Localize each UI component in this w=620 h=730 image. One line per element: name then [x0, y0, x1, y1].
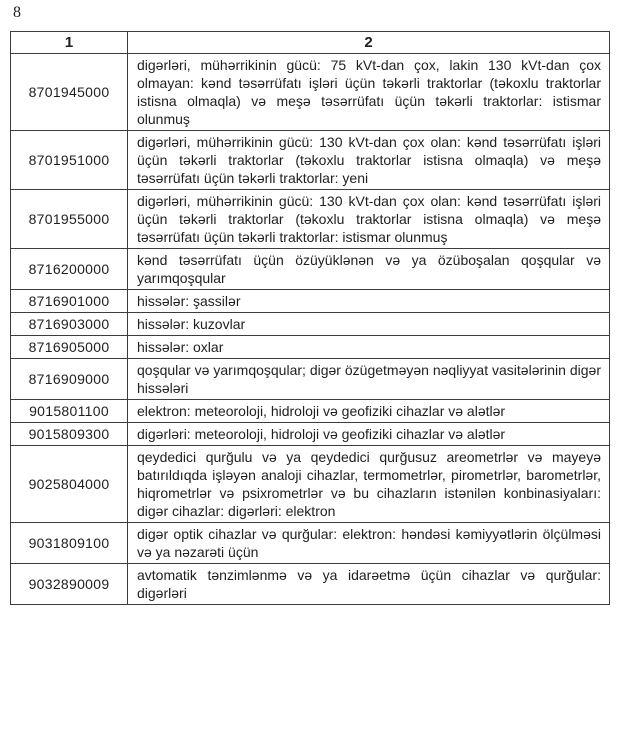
- table-row: [11, 131, 610, 190]
- description-cell: kənd təsərrüfatı üçün özüyüklənən və ya özüboşalan qoşqular və yarımqoşqular: [128, 249, 610, 290]
- code-cell: 8716901000: [11, 290, 128, 313]
- table-row: [11, 336, 610, 359]
- code-cell: 9015809300: [11, 423, 128, 446]
- code-cell: 8701945000: [11, 54, 128, 131]
- description-cell: hissələr: şassilər: [128, 290, 610, 313]
- description-cell: hissələr: kuzovlar: [128, 313, 610, 336]
- code-cell: 8701951000: [11, 131, 128, 190]
- table-row: [11, 249, 610, 290]
- description-cell: elektron: meteoroloji, hidroloji və geofiziki cihazlar və alətlər: [128, 400, 610, 423]
- description-cell: hissələr: oxlar: [128, 336, 610, 359]
- column-header-code: 1: [11, 32, 128, 54]
- table-body: [11, 54, 610, 605]
- table-row: [11, 446, 610, 523]
- description-cell: avtomatik tənzimlənmə və ya idarəetmə üçün cihazlar və qurğular: digərləri: [128, 564, 610, 605]
- table-row: [11, 523, 610, 564]
- table-row: [11, 290, 610, 313]
- code-cell: 8716905000: [11, 336, 128, 359]
- table-row: [11, 400, 610, 423]
- code-cell: 8701955000: [11, 190, 128, 249]
- code-cell: 9032890009: [11, 564, 128, 605]
- table-row: [11, 564, 610, 605]
- tariff-code-table: [10, 31, 610, 605]
- description-cell: digərləri: meteoroloji, hidroloji və geofiziki cihazlar və alətlər: [128, 423, 610, 446]
- code-cell: 8716903000: [11, 313, 128, 336]
- description-cell: qeydedici qurğulu və ya qeydedici qurğusuz areometrlər və mayeyə batırıldıqda işləyən analoji cihazlar, termometrlər, pirometrlər, barometrlər, hiqrometrlər və psixrometrlər və bu cihazların istənilən konbinasiyaları: digər cihazlar: digərləri: elektron: [128, 446, 610, 523]
- code-cell: 9031809100: [11, 523, 128, 564]
- table-row: [11, 54, 610, 131]
- table-row: [11, 359, 610, 400]
- code-cell: 8716909000: [11, 359, 128, 400]
- table-row: [11, 423, 610, 446]
- column-header-description: 2: [128, 32, 610, 54]
- description-cell: digərləri, mühərrikinin gücü: 130 kVt-dan çox olan: kənd təsərrüfatı işləri üçün təkərli traktorlar (təkoxlu traktorlar istisna olmaqla) və meşə təsərrüfatı üçün təkərli traktorlar: yeni: [128, 131, 610, 190]
- code-cell: 9025804000: [11, 446, 128, 523]
- table-row: [11, 313, 610, 336]
- description-cell: digər optik cihazlar və qurğular: elektron: həndəsi kəmiyyətlərin ölçülməsi və ya nəzarəti üçün: [128, 523, 610, 564]
- page-number: 8: [13, 4, 21, 21]
- table-row: [11, 190, 610, 249]
- code-cell: 8716200000: [11, 249, 128, 290]
- description-cell: digərləri, mühərrikinin gücü: 130 kVt-dan çox olan: kənd təsərrüfatı işləri üçün təkərli traktorlar (təkoxlu traktorlar istisna olmaqla) və meşə təsərrüfatı üçün təkərli traktorlar: istismar olunmuş: [128, 190, 610, 249]
- code-cell: 9015801100: [11, 400, 128, 423]
- description-cell: qoşqular və yarımqoşqular; digər özügetməyən nəqliyyat vasitələrinin digər hissələri: [128, 359, 610, 400]
- header-row: [11, 32, 610, 54]
- description-cell: digərləri, mühərrikinin gücü: 75 kVt-dan çox, lakin 130 kVt-dan çox olmayan: kənd təsərrüfatı işləri üçün təkərli traktorlar (təkoxlu traktorlar istisna olmaqla) və meşə təsərrüfatı üçün təkərli traktorlar: istismar olunmuş: [128, 54, 610, 131]
